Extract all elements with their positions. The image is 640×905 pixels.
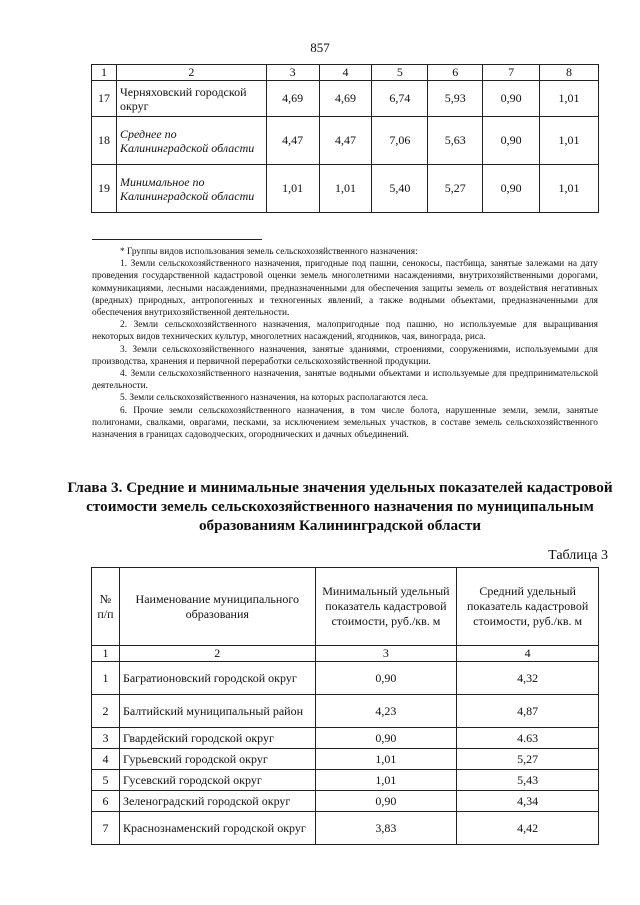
table-row <box>92 770 599 791</box>
footnote-item: 6. Прочие земли сельскохозяйственного назначения, в том числе болота, нарушенные земли, земли, занятые полигонами, свалками, оврагами, песками, за исключением земельных участков, в составе земель сельскохозяйственного назначения в границах садоводческих, огороднических и дачных объединений. <box>92 405 598 441</box>
row-number: 4 <box>92 749 120 770</box>
min-value: 0,90 <box>315 728 457 749</box>
value-cell: 5,40 <box>372 165 428 213</box>
municipal-values-table <box>91 567 599 845</box>
municipality-name: Багратионовский городской округ <box>119 662 315 695</box>
footnote-item: 5. Земли сельскохозяйственного назначения, на которых располагаются леса. <box>120 393 429 404</box>
municipality-name: Гусевский городской округ <box>119 770 315 791</box>
avg-value: 4,87 <box>457 695 599 728</box>
municipality-name: Гвардейский городской округ <box>119 728 315 749</box>
municipality-name: Краснознаменский городской округ <box>119 812 315 845</box>
table1-header-cell: 8 <box>540 65 599 81</box>
value-cell: 0,90 <box>483 165 540 213</box>
column-number: 3 <box>315 646 457 662</box>
value-cell: 0,90 <box>483 81 540 117</box>
footnote-item: 1. Земли сельскохозяйственного назначения, пригодные под пашни, сенокосы, пастбища, занятые залежами на дату проведения государственной кадастровой оценки земель многолетними насаждениями, внутрихозяйственными дорогами, коммуникациями, лесными насаждениями, предназначенными для обеспечения защиты земель от воздействия негативных (вредных) природных, антропогенных и техногенных явлений, а также водными объектами, предназначенными для обеспечения внутрихозяйственной деятельности. <box>92 259 598 319</box>
value-cell: 1,01 <box>540 165 599 213</box>
value-cell: 7,06 <box>372 117 428 165</box>
value-cell: 4,69 <box>266 81 319 117</box>
table1-header-cell: 5 <box>372 65 428 81</box>
table-row <box>92 728 599 749</box>
municipality-name: Черняховский городской округ <box>116 81 266 117</box>
min-value: 1,01 <box>315 749 457 770</box>
row-number: 19 <box>92 165 117 213</box>
value-cell: 4,69 <box>319 81 372 117</box>
footnote-divider <box>92 239 262 240</box>
row-number: 6 <box>92 791 120 812</box>
min-value: 0,90 <box>315 791 457 812</box>
row-number: 5 <box>92 770 120 791</box>
value-cell: 6,74 <box>372 81 428 117</box>
footnote-intro: * Группы видов использования земель сельскохозяйственного назначения: <box>120 247 418 257</box>
table-row <box>92 695 599 728</box>
table1-header-row <box>92 65 599 81</box>
page-number: 857 <box>310 40 330 55</box>
municipality-name: Среднее по Калининградской области <box>116 117 266 165</box>
value-cell: 5,27 <box>428 165 483 213</box>
table1-header-cell: 2 <box>116 65 266 81</box>
avg-value: 5,27 <box>457 749 599 770</box>
footnotes <box>92 246 598 441</box>
value-cell: 5,93 <box>428 81 483 117</box>
min-value: 3,83 <box>315 812 457 845</box>
column-header-min: Минимальный удельный показатель кадастровой стоимости, руб./кв. м <box>315 568 457 646</box>
value-cell: 5,63 <box>428 117 483 165</box>
row-number: 1 <box>92 662 120 695</box>
footnote-item: 2. Земли сельскохозяйственного назначения, малопригодные под пашню, но используемые для выращивания некоторых видов технических культур, многолетних насаждений, ягодников, чая, винограда, риса. <box>92 320 598 343</box>
row-number: 17 <box>92 81 117 117</box>
column-number: 2 <box>119 646 315 662</box>
value-cell: 4,47 <box>319 117 372 165</box>
row-number: 18 <box>92 117 117 165</box>
municipality-name: Зеленоградский городской округ <box>119 791 315 812</box>
min-value: 0,90 <box>315 662 457 695</box>
value-cell: 1,01 <box>540 117 599 165</box>
column-number: 1 <box>92 646 120 662</box>
municipality-name: Гурьевский городской округ <box>119 749 315 770</box>
avg-value: 4.63 <box>457 728 599 749</box>
value-cell: 1,01 <box>319 165 372 213</box>
column-header-avg: Средний удельный показатель кадастровой стоимости, руб./кв. м <box>457 568 599 646</box>
table1-header-cell: 1 <box>92 65 117 81</box>
value-cell: 0,90 <box>483 117 540 165</box>
row-number: 3 <box>92 728 120 749</box>
table-row <box>92 662 599 695</box>
chapter-heading: Глава 3. Средние и минимальные значения удельных показателей кадастровой стоимости земель сельскохозяйственного назначения по муниципальным образованиям Калининградской области <box>67 479 613 534</box>
value-cell: 1,01 <box>540 81 599 117</box>
column-header-name: Наименование муниципального образования <box>119 568 315 646</box>
municipality-name: Минимальное по Калининградской области <box>116 165 266 213</box>
land-value-table-continued <box>91 64 599 213</box>
table-row <box>92 749 599 770</box>
table-row <box>92 791 599 812</box>
row-number: 2 <box>92 695 120 728</box>
row-number: 7 <box>92 812 120 845</box>
table-label: Таблица 3 <box>548 548 608 563</box>
table-row <box>92 81 599 117</box>
avg-value: 4,32 <box>457 662 599 695</box>
table1-header-cell: 3 <box>266 65 319 81</box>
footnote-item: 4. Земли сельскохозяйственного назначения, занятые водными объектами и используемые для предпринимательской деятельности. <box>92 369 598 392</box>
column-number: 4 <box>457 646 599 662</box>
table1-header-cell: 7 <box>483 65 540 81</box>
table-row <box>92 812 599 845</box>
value-cell: 1,01 <box>266 165 319 213</box>
column-header-number: № п/п <box>92 568 120 646</box>
table-row <box>92 117 599 165</box>
min-value: 1,01 <box>315 770 457 791</box>
min-value: 4,23 <box>315 695 457 728</box>
avg-value: 4,34 <box>457 791 599 812</box>
value-cell: 4,47 <box>266 117 319 165</box>
table3-header-row <box>92 568 599 646</box>
avg-value: 4,42 <box>457 812 599 845</box>
table-row <box>92 165 599 213</box>
table1-header-cell: 6 <box>428 65 483 81</box>
municipality-name: Балтийский муниципальный район <box>119 695 315 728</box>
avg-value: 5,43 <box>457 770 599 791</box>
table3-column-numbers <box>92 646 599 662</box>
table1-header-cell: 4 <box>319 65 372 81</box>
footnote-item: 3. Земли сельскохозяйственного назначения, занятые зданиями, строениями, сооружениями, используемыми для производства, хранения и первичной переработки сельскохозяйственной продукции. <box>92 344 598 367</box>
